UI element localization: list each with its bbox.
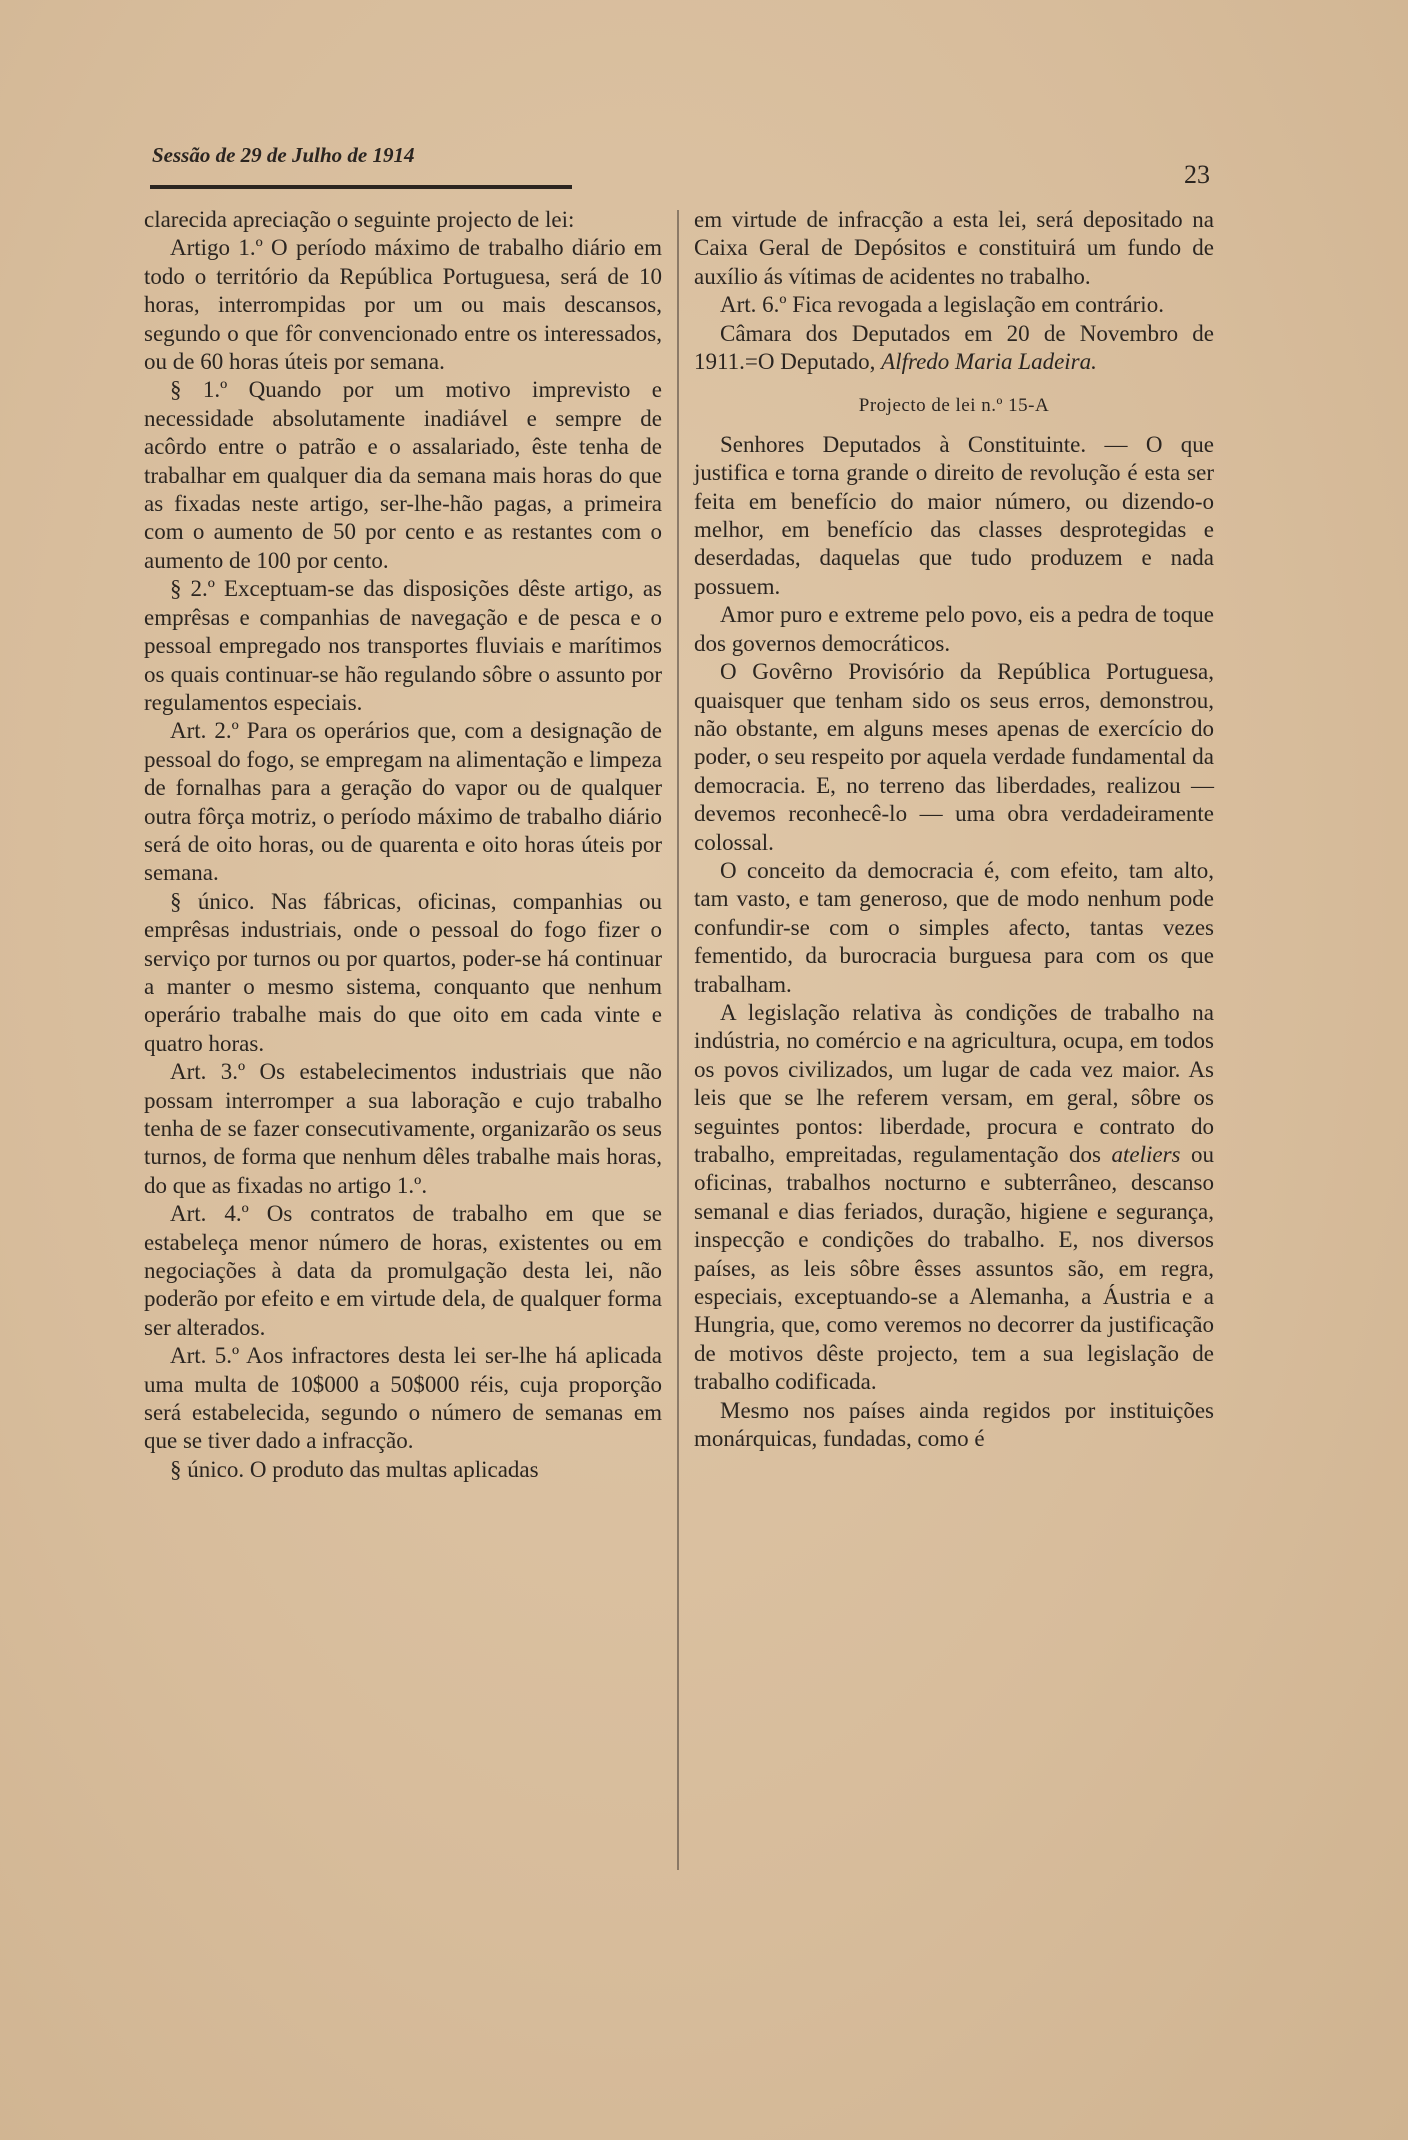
signature-name: Alfredo Maria Ladeira. xyxy=(881,349,1097,375)
session-header-title: Sessão de 29 de Julho de 1914 xyxy=(152,143,415,167)
right-paragraph: Senhores Deputados à Constituinte. — O que justifica e torna grande o direito de revolução é esta ser feita em benefício do maior número, ou dizendo-o melhor, em benefício das classes desprotegidas e deserdadas, daquelas que tudo produzem e nada possuem. xyxy=(694,431,1214,599)
left-paragraph: Art. 3.º Os estabelecimentos industriais que não possam interromper a sua laboração e cujo trabalho tenha de se fazer consecutivamente, organizarão os seus turnos, de forma que nenhum dêles trabalhe mais horas, do que as fixadas no artigo 1.º. xyxy=(144,1059,662,1198)
right-paragraph: em virtude de infracção a esta lei, será depositado na Caixa Geral de Depósitos e constituirá um fundo de auxílio ás vítimas de acidentes no trabalho. xyxy=(694,207,1214,289)
left-paragraph: § único. O produto das multas aplicadas xyxy=(170,1456,539,1482)
left-paragraph: § 1.º Quando por um motivo imprevisto e necessidade absolutamente inadiável e sempre de acôrdo entre o patrão e o assalariado, êste tenha de trabalhar em qualquer dia da semana mais horas do que as fixadas neste artigo, ser-lhe-hão pagas, a primeira com o aumento de 50 por cento e as restantes com o aumento de 100 por cento. xyxy=(144,377,662,573)
right-paragraph: Amor puro e extreme pelo povo, eis a pedra de toque dos governos democráticos. xyxy=(694,602,1214,656)
left-paragraph: Art. 4.º Os contratos de trabalho em que se estabeleça menor número de horas, existentes ou em negociações à data da promulgação desta lei, não poderão por efeito e em virtude dela, de qualquer forma ser alterados. xyxy=(144,1201,662,1340)
right-paragraph: O Govêrno Provisório da República Portuguesa, quaisquer que tenham sido os seus erros, demonstrou, não obstante, em alguns meses apenas de exercício do poder, o seu respeito por aquela verdade fundamental da democracia. E, no terreno das liberdades, realizou — devemos reconhecê-lo — uma obra verdadeiramente colossal. xyxy=(694,659,1214,855)
right-paragraph: Art. 6.º Fica revogada a legislação em contrário. xyxy=(720,292,1164,318)
left-paragraph: Art. 2.º Para os operários que, com a designação de pessoal do fogo, se empregam na alimentação e limpeza de fornalhas para a geração do vapor ou de qualquer outra fôrça motriz, o período máximo de trabalho diário será de oito horas, ou de quarenta e oito horas úteis por semana. xyxy=(144,718,662,886)
page-number: 23 xyxy=(1184,160,1210,189)
column-divider xyxy=(677,210,679,1870)
signature-text: Câmara dos Deputados em 20 de Novembro de 1911.=O Deputado, xyxy=(694,320,1214,375)
left-paragraph: Artigo 1.º O período máximo de trabalho diário em todo o território da República Portuguesa, será de 10 horas, interrompidas por um ou mais descansos, segundo o que fôr convencionado entre os interessados, ou de 60 horas úteis por semana. xyxy=(144,235,662,375)
left-paragraph: § único. Nas fábricas, oficinas, companhias ou emprêsas industriais, onde o pessoal do fogo fizer o serviço por turnos ou por quartos, poder-se há continuar a manter o mesmo sistema, conquanto que nenhum operário trabalhe mais do que oito em cada vinte e quatro horas. xyxy=(144,888,662,1056)
left-paragraph: Art. 5.º Aos infractores desta lei ser-lhe há aplicada uma multa de 10$000 a 50$000 réis, cuja proporção será estabelecida, segundo o número de semanas em que se tiver dado a infracção. xyxy=(144,1343,662,1454)
left-paragraph: § 2.º Exceptuam-se das disposições dêste artigo, as emprêsas e companhias de navegação e de pesca e o pessoal empregado nos transportes fluviais e marítimos os quais continuar-se hão regulando sôbre o assunto por regulamentos especiais. xyxy=(144,576,662,715)
signature-paragraph xyxy=(694,320,1214,377)
paragraph-text: A legislação relativa às condições de trabalho na indústria, no comércio e na agricultura, ocupa, em todos os povos civilizados, um lugar de cada vez maior. As leis que se lhe referem versam, em geral, sôbre os seguintes pontos: liberdade, procura e contrato do trabalho, empreitadas, regulamentação dos xyxy=(694,999,1214,1167)
italic-term: ateliers xyxy=(1111,1142,1181,1167)
left-paragraph: clarecida apreciação o seguinte projecto de lei: xyxy=(144,207,575,232)
paragraph-text: ou oficinas, trabalhos nocturno e subterrâneo, descanso semanal e dias feriados, duração, higiene e segurança, inspecção e condições do trabalho. E, nos diversos países, as leis sôbre êsses assuntos são, em regra, especiais, exceptuando-se a Alemanha, a Áustria e a Hungria, que, como veremos no decorrer da justificação de motivos dêste projecto, tem a sua legislação de trabalho codificada. xyxy=(694,1142,1214,1395)
right-paragraph: Mesmo nos países ainda regidos por instituições monárquicas, fundadas, como é xyxy=(694,1397,1214,1452)
header-rule xyxy=(150,185,572,189)
left-column xyxy=(144,206,662,1484)
right-paragraph xyxy=(694,999,1214,1397)
right-column xyxy=(694,206,1214,1453)
bill-subheading: Projecto de lei n.º 15-A xyxy=(858,395,1050,417)
right-paragraph: O conceito da democracia é, com efeito, tam alto, tam vasto, e tam generoso, que de modo nenhum pode confundir-se com o simples afecto, tantas vezes fementido, da burocracia burguesa para com os que trabalham. xyxy=(694,857,1214,997)
